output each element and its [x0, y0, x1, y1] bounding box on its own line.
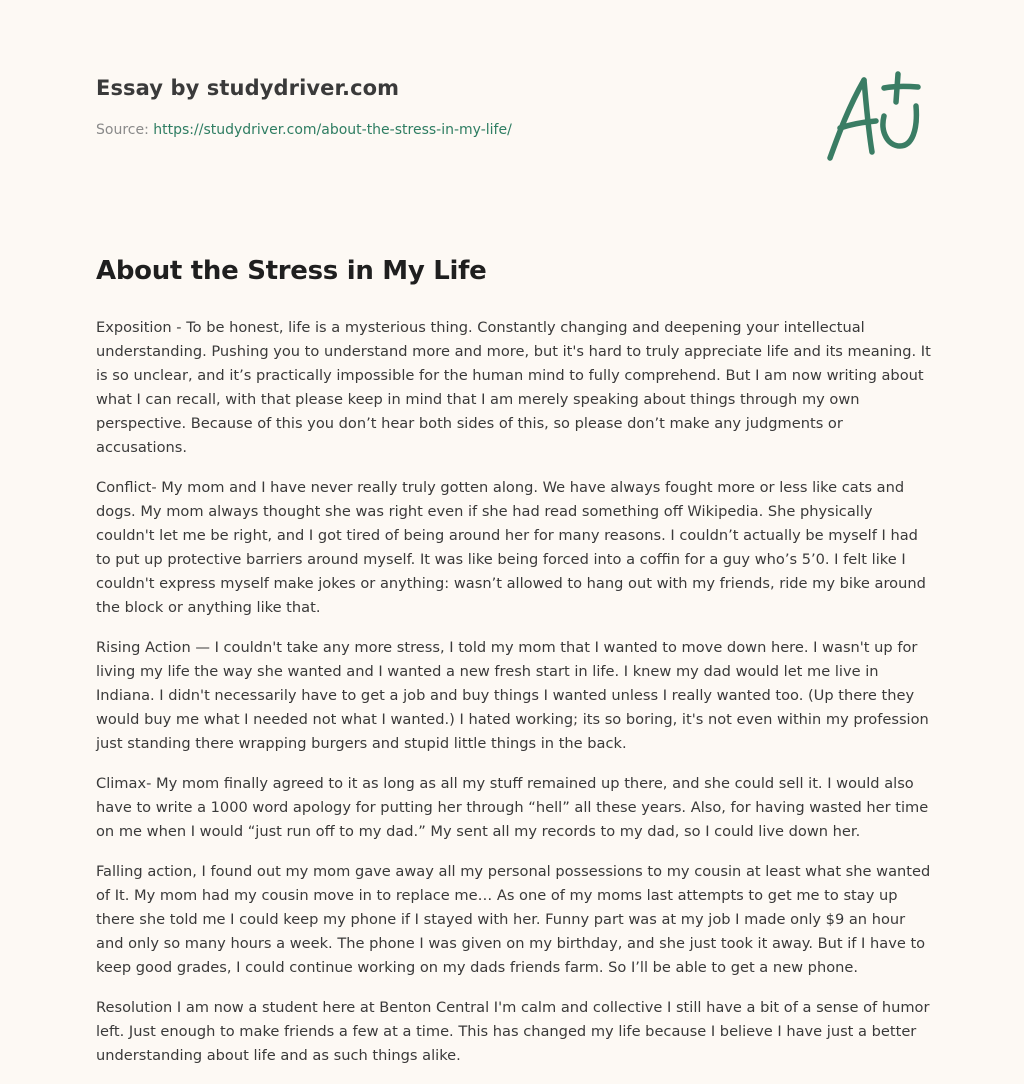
a-plus-logo-icon	[818, 66, 928, 166]
site-title: Essay by studydriver.com	[96, 76, 400, 100]
essay-title: About the Stress in My Life	[96, 256, 487, 286]
source-label: Source:	[96, 122, 154, 138]
document-header	[96, 76, 796, 138]
essay-paragraph: Rising Action — I couldn't take any more stress, I told my mom that I wanted to move down here. I wasn't up for living my life the way she wanted and I wanted a new fresh start in life. I knew my dad would let me live in Indiana. I didn't necessarily have to get a job and buy things I wanted unless I really wanted too. (Up there they would buy me what I needed not what I wanted.) I hated working; its so boring, it's not even within my profession just standing there wrapping burgers and stupid little things in the back.	[96, 639, 929, 752]
essay-paragraph: Conflict- My mom and I have never really truly gotten along. We have always fought more or less like cats and dogs. My mom always thought she was right even if she had read something off Wikipedia. She physically couldn't let me be right, and I got tired of being around her for many reasons. I couldn’t actually be myself I had to put up protective barriers around myself. It was like being forced into a coffin for a guy who’s 5’0. I felt like I couldn't express myself make jokes or anything: wasn’t allowed to hang out with my friends, ride my bike around the block or anything like that.	[96, 479, 926, 616]
essay-body	[96, 316, 932, 1084]
essay-paragraph: Exposition - To be honest, life is a mysterious thing. Constantly changing and deepening your intellectual understanding. Pushing you to understand more and more, but it's hard to truly appreciate life and its meaning. It is so unclear, and it’s practically impossible for the human mind to fully comprehend. But I am now writing about what I can recall, with that please keep in mind that I am merely speaking about things through my own perspective. Because of this you don’t hear both sides of this, so please don’t make any judgments or accusations.	[96, 319, 931, 456]
source-link[interactable]: https://studydriver.com/about-the-stress-in-my-life/	[153, 122, 512, 138]
essay-paragraph: Resolution I am now a student here at Benton Central I'm calm and collective I still have a bit of a sense of humor left. Just enough to make friends a few at a time. This has changed my life because I believe I have just a better understanding about life and as such things alike.	[96, 999, 930, 1064]
essay-paragraph: Falling action, I found out my mom gave away all my personal possessions to my cousin at least what she wanted of It. My mom had my cousin move in to replace me… As one of my moms last attempts to get me to stay up there she told me I could keep my phone if I stayed with her. Funny part was at my job I made only $9 an hour and only so many hours a week. The phone I was given on my birthday, and she just took it away. But if I have to keep good grades, I could continue working on my dads friends farm. So I’ll be able to get a new phone.	[96, 863, 931, 976]
essay-paragraph: Climax- My mom finally agreed to it as long as all my stuff remained up there, and she could sell it. I would also have to write a 1000 word apology for putting her through “hell” all these years. Also, for having wasted her time on me when I would “just run off to my dad.” My sent all my records to my dad, so I could live down her.	[96, 775, 929, 840]
source-line	[96, 122, 796, 138]
